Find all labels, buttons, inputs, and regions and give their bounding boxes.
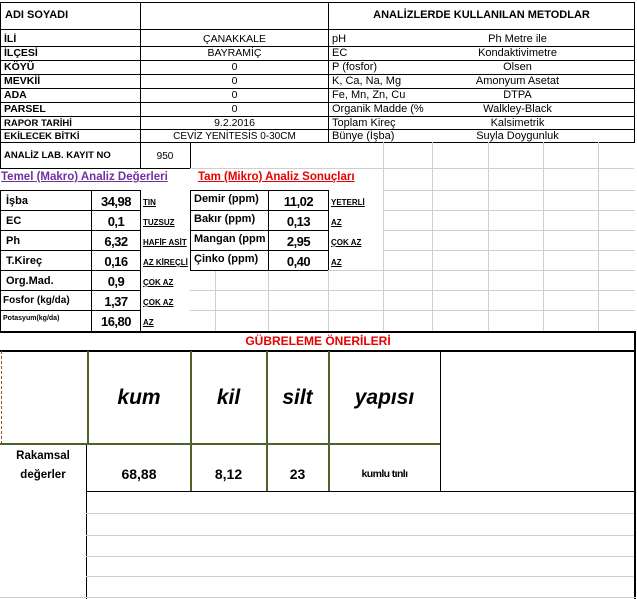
info-label: İLÇESİ: [4, 47, 38, 59]
method-name: Walkley-Black: [483, 103, 552, 115]
texture-value-kil: 8,12: [214, 466, 243, 482]
macro-label: İşba: [6, 195, 29, 207]
macro-label: T.Kireç: [6, 255, 43, 267]
macro-label: EC: [6, 215, 22, 227]
info-label: EKİLECEK BİTKİ: [4, 131, 80, 142]
macro-status: HAFİF ASİT: [143, 238, 187, 247]
name-label: ADI SOYADI: [5, 9, 69, 21]
micro-value: 11,02: [283, 194, 314, 209]
micro-label: Demir (ppm): [194, 193, 259, 205]
micro-status: YETERLİ: [331, 198, 365, 207]
texture-header-yapisi: yapısı: [354, 386, 415, 409]
method-name: Kalsimetrik: [490, 117, 545, 129]
macro-label: Ph: [6, 235, 21, 247]
info-value: 0: [231, 75, 238, 87]
info-value: BAYRAMİÇ: [207, 47, 262, 59]
texture-value-kum: 68,88: [121, 466, 157, 482]
micro-value: 0,40: [286, 254, 311, 269]
method-param: Organik Madde (%: [332, 103, 424, 115]
macro-value: 1,37: [104, 294, 128, 309]
info-value: 0: [231, 103, 238, 115]
info-value: ÇANAKKALE: [202, 33, 267, 45]
texture-header-silt: silt: [282, 386, 313, 409]
macro-status: ÇOK AZ: [143, 298, 174, 307]
micro-status: ÇOK AZ: [331, 238, 362, 247]
macro-label: Potasyum(kg/da): [3, 315, 60, 322]
method-name: DTPA: [503, 89, 532, 101]
info-label: RAPOR TARİHİ: [4, 118, 72, 129]
macro-value: 6,32: [104, 234, 128, 249]
method-name: Ph Metre ile: [488, 33, 547, 45]
method-param: Bünye (İşba): [332, 130, 395, 142]
methods-title: ANALİZLERDE KULLANILAN METODLAR: [373, 9, 590, 21]
micro-title: Tam (Mikro) Analiz Sonuçları: [198, 171, 355, 183]
info-label: PARSEL: [4, 103, 46, 115]
method-param: P (fosfor): [332, 61, 378, 73]
macro-label: Org.Mad.: [6, 275, 54, 287]
macro-status: TUZSUZ: [143, 218, 175, 227]
lab-value: 950: [156, 151, 174, 162]
info-value: CEVİZ YENİTESİS 0-30CM: [173, 131, 296, 142]
fertilizer-title: GÜBRELEME ÖNERİLERİ: [245, 334, 391, 348]
macro-status: TIN: [143, 198, 156, 207]
info-label: KÖYÜ: [4, 61, 35, 73]
method-param: Fe, Mn, Zn, Cu: [332, 89, 406, 101]
texture-value-yapisi: kumlu tınlı: [361, 468, 408, 480]
lab-label: ANALİZ LAB. KAYIT NO: [4, 150, 111, 161]
method-param: pH: [332, 33, 347, 45]
texture-header-kil: kil: [216, 386, 241, 409]
macro-label: Fosfor (kg/da): [3, 295, 70, 306]
texture-row-label-1: Rakamsal: [16, 450, 70, 462]
micro-label: Bakır (ppm): [194, 213, 256, 225]
micro-label: Mangan (ppm: [194, 233, 266, 245]
micro-value: 0,13: [286, 214, 311, 229]
texture-value-silt: 23: [289, 466, 306, 482]
macro-value: 0,1: [107, 214, 125, 229]
method-param: K, Ca, Na, Mg: [332, 75, 402, 87]
macro-status: AZ KİREÇLİ: [143, 258, 188, 267]
method-name: Olsen: [503, 61, 532, 73]
method-name: Suyla Doygunluk: [476, 130, 559, 142]
info-label: ADA: [4, 89, 27, 101]
info-value: 0: [231, 61, 238, 73]
info-value: 9.2.2016: [214, 117, 255, 129]
macro-status: ÇOK AZ: [143, 278, 174, 287]
info-value: 0: [231, 89, 238, 101]
method-param: Toplam Kireç: [332, 117, 396, 129]
macro-value: 16,80: [100, 314, 132, 329]
macro-value: 34,98: [100, 194, 132, 209]
texture-row-label-2: değerler: [20, 469, 66, 481]
micro-status: AZ: [331, 258, 342, 267]
micro-value: 2,95: [286, 234, 311, 249]
info-label: MEVKİİ: [4, 75, 41, 87]
micro-status: AZ: [331, 218, 342, 227]
texture-header-kum: kum: [117, 386, 161, 409]
method-name: Amonyum Asetat: [475, 75, 560, 87]
method-name: Kondaktivimetre: [478, 47, 557, 59]
info-label: İLİ: [4, 33, 17, 45]
macro-status: AZ: [143, 318, 154, 327]
macro-title: Temel (Makro) Analiz Değerleri: [1, 171, 168, 183]
method-param: EC: [332, 47, 348, 59]
macro-value: 0,16: [104, 254, 128, 269]
macro-value: 0,9: [107, 274, 125, 289]
micro-label: Çinko (ppm): [194, 253, 259, 265]
